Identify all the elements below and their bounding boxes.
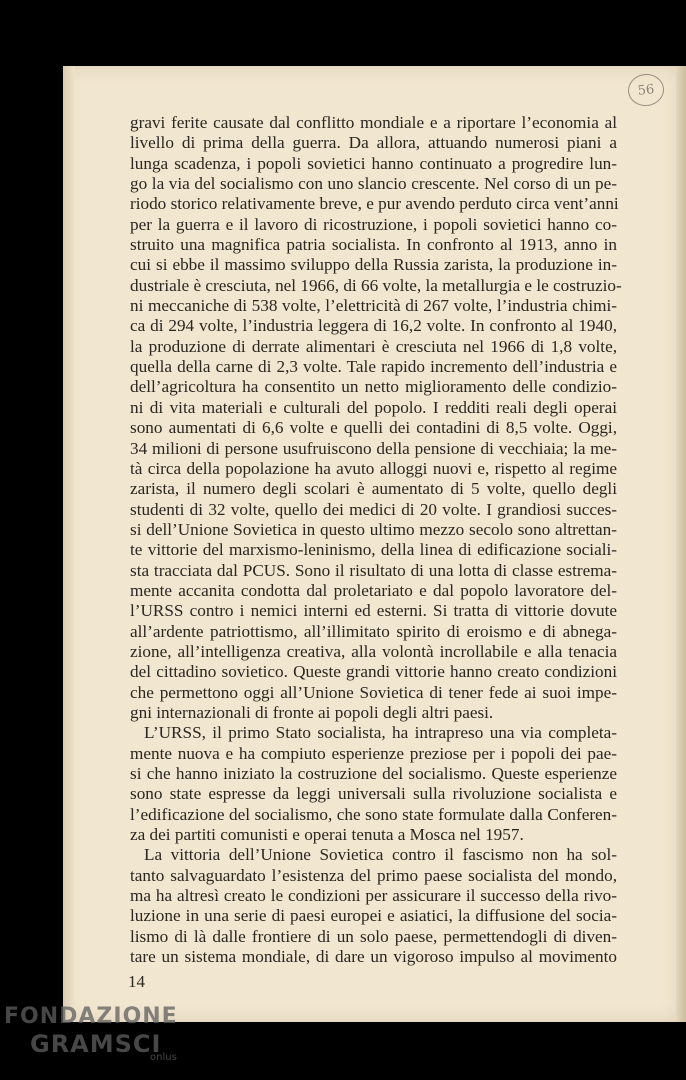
- body-text: [130, 113, 622, 967]
- text-line: gni internazionali di fronte ai popoli degli altri paesi.: [130, 702, 494, 722]
- text-line: ca di 294 volte, l’industria leggera di 16,2 volte. In confronto al 1940,: [130, 316, 617, 336]
- text-line: sono aumentati di 6,6 volte e quelli dei contadini di 8,5 volte. Oggi,: [130, 418, 617, 438]
- text-line: l’edificazione del socialismo, che sono state formulate dalla Conferen-: [130, 804, 617, 824]
- text-line: si che hanno iniziato la costruzione del socialismo. Queste esperienze: [130, 764, 617, 783]
- text-line: del cittadino sovietico. Queste grandi vittorie hanno creato condizioni: [130, 662, 617, 682]
- text-line: tà circa della popolazione ha avuto alloggi nuovi e, rispetto al regime: [130, 458, 617, 478]
- text-line: all’ardente patriottismo, all’illimitato spirito di eroismo e di abnega-: [130, 621, 617, 641]
- text-line: ni di vita materiali e culturali del popolo. I redditi reali degli operai: [130, 397, 617, 417]
- text-line: sono state espresse da leggi universali sulla rivoluzione socialista e: [130, 784, 617, 804]
- text-line: riodo storico relativamente breve, e pur avendo perduto circa vent’anni: [130, 194, 619, 214]
- text-line: livello di prima della guerra. Da allora, attuando numerosi piani a: [130, 133, 617, 153]
- text-line: ni meccaniche di 538 volte, l’elettricità di 267 volte, l’industria chimi-: [130, 296, 617, 316]
- text-line: 34 milioni di persone usufruiscono della pensione di vecchiaia; la me-: [130, 438, 617, 458]
- watermark-line2: GRAMSCI: [30, 1030, 162, 1058]
- text-line: go la via del socialismo con uno slancio crescente. Nel corso di un pe-: [130, 174, 617, 194]
- text-line: struito una magnifica patria socialista. In confronto al 1913, anno in: [130, 235, 617, 255]
- text-line: ma ha altresì creato le condizioni per assicurare il successo della rivo-: [130, 886, 617, 906]
- text-line: L’URSS, il primo Stato socialista, ha intrapreso una via completa-: [144, 723, 617, 743]
- text-line: cui si ebbe il massimo sviluppo della Russia zarista, la produzione in-: [130, 255, 617, 275]
- text-line: sta tracciata dal PCUS. Sono il risultato di una lotta di classe estrema-: [130, 560, 617, 580]
- text-line: tanto salvaguardato l’esistenza del primo paese socialista del mondo,: [130, 865, 617, 885]
- page-gutter-shadow: [63, 66, 75, 1022]
- text-line: La vittoria dell’Unione Sovietica contro il fascismo non ha sol-: [144, 845, 617, 865]
- text-line: dustriale è cresciuta, nel 1966, di 66 volte, la metallurgia e le costruzio-: [130, 275, 622, 295]
- text-line: te vittorie del marxismo-leninismo, della linea di edificazione sociali-: [130, 540, 617, 560]
- text-line: za dei partiti comunisti e operai tenuta a Mosca nel 1957.: [130, 825, 524, 845]
- fondazione-gramsci-watermark: [0, 1004, 200, 1080]
- text-line: lunga scadenza, i popoli sovietici hanno continuato a progredire lun-: [130, 153, 617, 173]
- watermark-line3: onlus: [150, 1052, 177, 1063]
- text-line: l’URSS contro i nemici interni ed esterni. Si tratta di vittorie dovute: [130, 601, 617, 621]
- text-line: la produzione di derrate alimentari è cresciuta nel 1966 di 1,8 volte,: [130, 336, 617, 356]
- text-line: dell’agricoltura ha consentito un netto miglioramento delle condizio-: [130, 377, 617, 397]
- text-line: che permettono oggi all’Unione Sovietica di tener fede ai suoi impe-: [130, 682, 617, 702]
- text-line: zione, all’intelligenza creativa, alla volontà incrollabile e alla tenacia: [130, 641, 617, 661]
- text-line: luzione in una serie di paesi europei e asiatici, la diffusione del socia-: [130, 906, 617, 926]
- text-line: lismo di là dalle frontiere di un solo paese, permettendogli di diven-: [130, 926, 617, 946]
- page-number: 14: [128, 972, 145, 991]
- text-line: per la guerra e il lavoro di ricostruzione, i popoli sovietici hanno co-: [130, 214, 617, 234]
- text-line: tare un sistema mondiale, di dare un vigoroso impulso al movimento: [130, 947, 617, 967]
- text-line: mente nuova e ha compiuto esperienze preziose per i popoli dei pae-: [130, 743, 617, 763]
- text-line: quella della carne di 2,3 volte. Tale rapido incremento dell’industria e: [130, 357, 617, 377]
- text-line: si dell’Unione Sovietica in questo ultimo mezzo secolo sono altrettan-: [130, 519, 617, 539]
- watermark-line1: FONDAZIONE: [4, 1004, 178, 1029]
- archive-number-stamp: 56: [626, 72, 665, 108]
- text-line: gravi ferite causate dal conflitto mondiale e a riportare l’economia al: [130, 113, 617, 132]
- page-right-edge: [676, 66, 686, 1022]
- text-line: mente accanita condotta dal proletariato e dal popolo lavoratore del-: [130, 580, 617, 600]
- text-line: zarista, il numero degli scolari è aumentato di 5 volte, quello degli: [130, 479, 617, 499]
- text-line: studenti di 32 volte, quello dei medici di 20 volte. I grandiosi succes-: [130, 499, 617, 519]
